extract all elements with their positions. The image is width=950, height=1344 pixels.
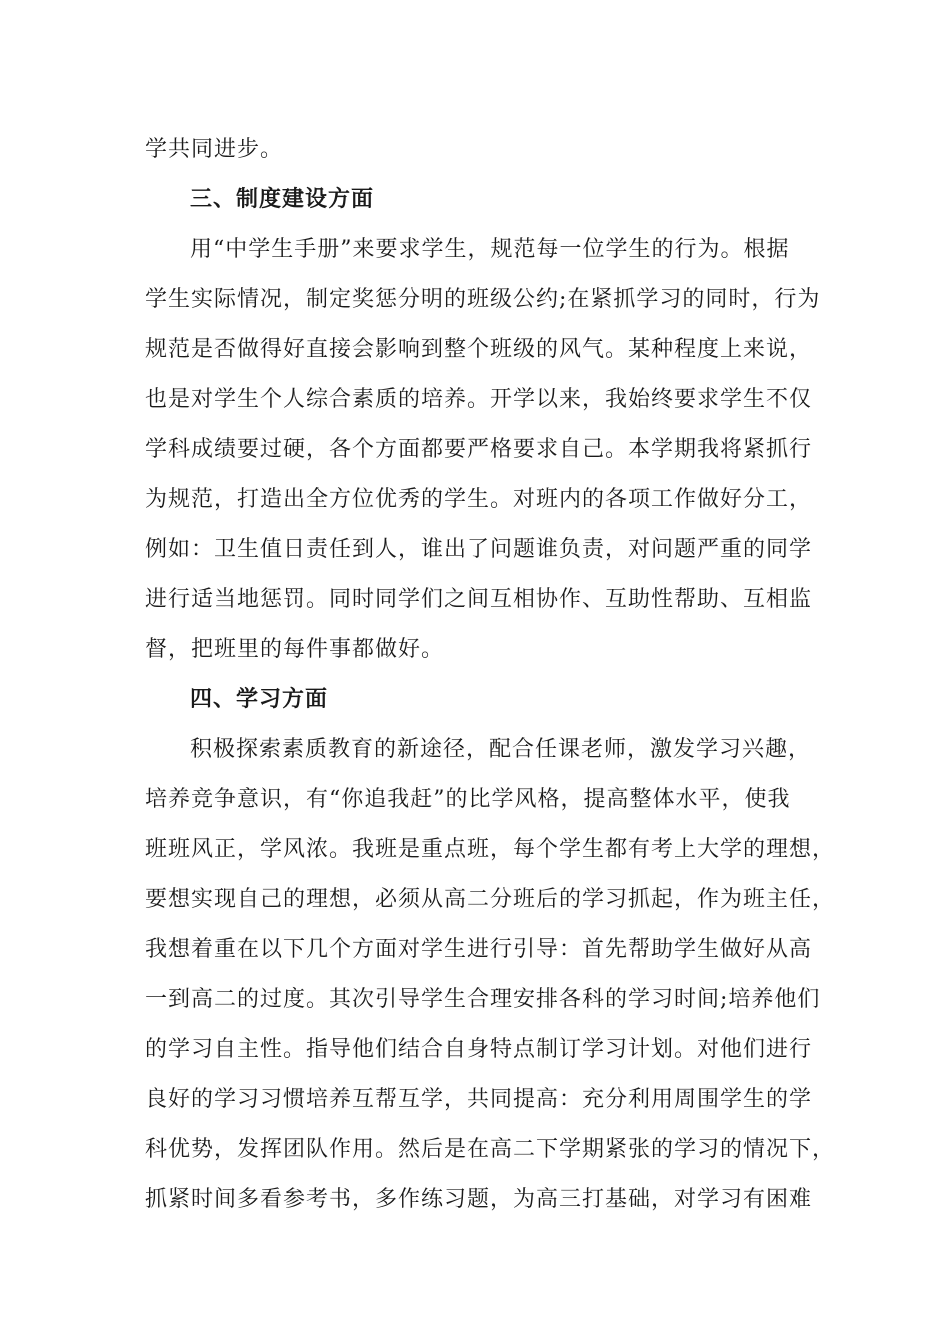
section-heading-system: 三、制度建设方面 [190,187,375,212]
paragraph-line: 进行适当地惩罚。同时同学们之间互相协作、互助性帮助、互相监 [145,587,813,612]
paragraph-line: 抓紧时间多看参考书，多作练习题，为高三打基础，对学习有困难 [145,1187,813,1212]
paragraph-line: 学共同进步。 [145,137,284,162]
paragraph-line: 科优势，发挥团队作用。然后是在高二下学期紧张的学习的情况下， [145,1137,836,1162]
paragraph-line: 用“中学生手册”来要求学生，规范每一位学生的行为。根据 [190,237,790,262]
paragraph-line: 的学习自主性。指导他们结合自身特点制订学习计划。对他们进行 [145,1037,813,1062]
paragraph-line: 培养竞争意识，有“你追我赶”的比学风格，提高整体水平，使我 [145,787,791,812]
paragraph-line: 积极探索素质教育的新途径，配合任课老师，激发学习兴趣， [190,737,812,762]
paragraph-line: 我想着重在以下几个方面对学生进行引导：首先帮助学生做好从高 [145,937,813,962]
paragraph-line: 要想实现自己的理想，必须从高二分班后的学习抓起，作为班主任， [145,887,836,912]
paragraph-line: 督，把班里的每件事都做好。 [145,637,445,662]
paragraph-line: 例如：卫生值日责任到人，谁出了问题谁负责，对问题严重的同学 [145,537,813,562]
paragraph-line: 班班风正，学风浓。我班是重点班，每个学生都有考上大学的理想， [145,837,836,862]
paragraph-line: 学生实际情况，制定奖惩分明的班级公约;在紧抓学习的同时，行为 [145,287,821,312]
paragraph-line: 规范是否做得好直接会影响到整个班级的风气。某种程度上来说， [145,337,813,362]
section-heading-study: 四、学习方面 [190,687,329,712]
paragraph-line: 为规范，打造出全方位优秀的学生。对班内的各项工作做好分工， [145,487,813,512]
paragraph-line: 也是对学生个人综合素质的培养。开学以来，我始终要求学生不仅 [145,387,813,412]
paragraph-line: 良好的学习习惯培养互帮互学，共同提高：充分利用周围学生的学 [145,1087,813,1112]
paragraph-line: 一到高二的过度。其次引导学生合理安排各科的学习时间;培养他们 [145,987,821,1012]
paragraph-line: 学科成绩要过硬，各个方面都要严格要求自己。本学期我将紧抓行 [145,437,813,462]
